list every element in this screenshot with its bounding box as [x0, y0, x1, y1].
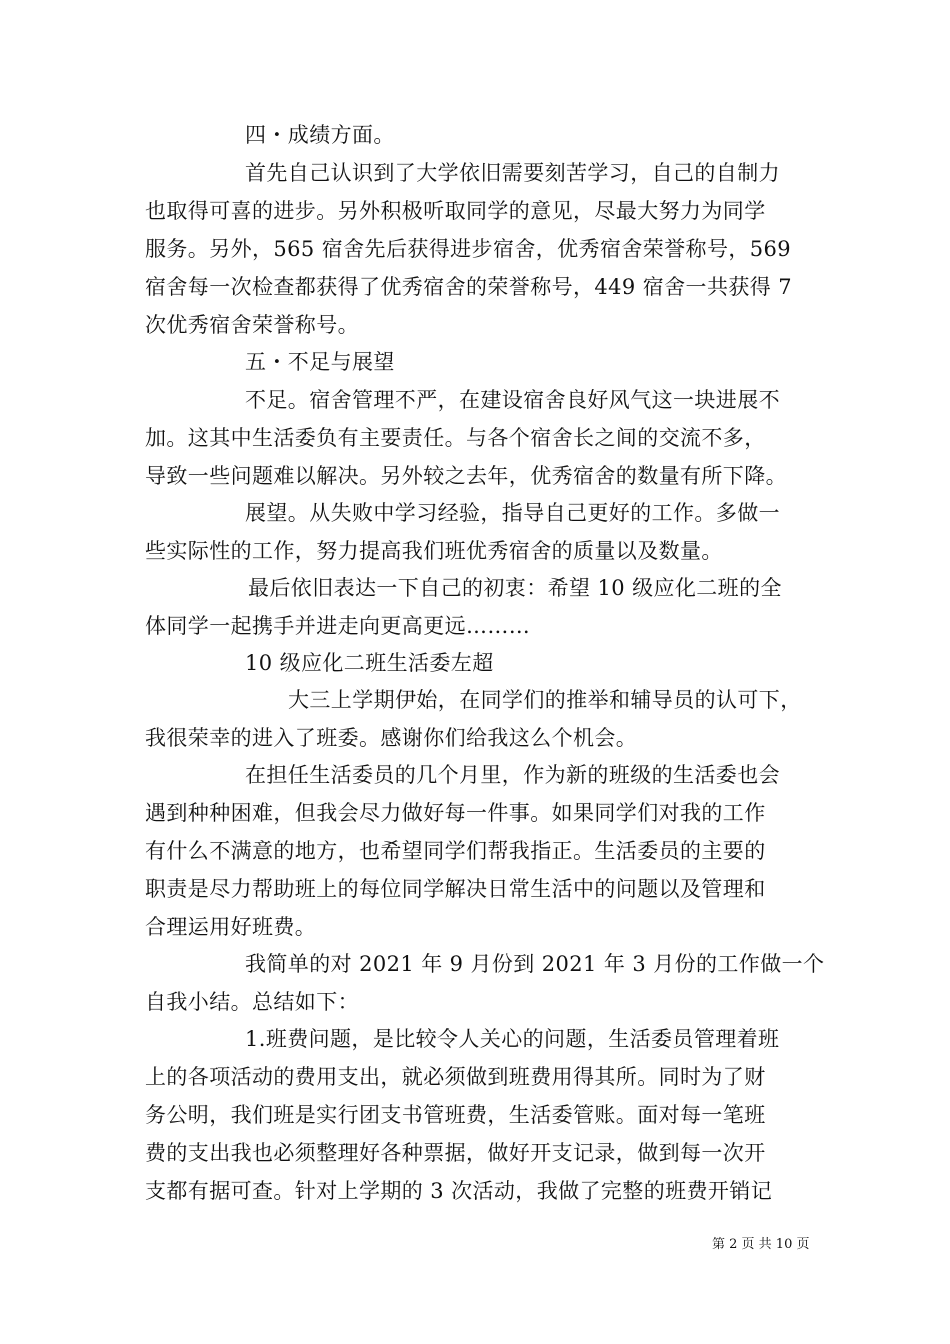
paragraph-line: 自我小结。总结如下： [145, 990, 359, 1014]
paragraph-line: 次优秀宿舍荣誉称号。 [145, 313, 359, 337]
paragraph-line: 合理运用好班费。 [145, 915, 317, 939]
paragraph-line: 导致一些问题难以解决。另外较之去年，优秀宿舍的数量有所下降。 [145, 464, 787, 488]
paragraph-line: 在担任生活委员的几个月里，作为新的班级的生活委也会 [245, 763, 780, 787]
signature-line: 10 级应化二班生活委左超 [245, 651, 494, 675]
paragraph-line: 务公明，我们班是实行团支书管班费，生活委管账。面对每一笔班 [145, 1103, 766, 1127]
section-heading-achievements: 四・成绩方面。 [245, 123, 395, 147]
paragraph-line: 有什么不满意的地方，也希望同学们帮我指正。生活委员的主要的 [145, 839, 766, 863]
paragraph-line: 最后依旧表达一下自己的初衷：希望 10 级应化二班的全 [248, 576, 782, 600]
paragraph-line: 宿舍每一次检查都获得了优秀宿舍的荣誉称号，449 宿舍一共获得 7 [145, 275, 792, 299]
paragraph-line: 大三上学期伊始，在同学们的推举和辅导员的认可下， [288, 688, 802, 712]
paragraph-line: 我简单的对 2021 年 9 月份到 2021 年 3 月份的工作做一个 [245, 952, 825, 976]
paragraph-line: 不足。宿舍管理不严，在建设宿舍良好风气这一块进展不 [245, 388, 780, 412]
section-heading-outlook: 五・不足与展望 [245, 350, 395, 374]
paragraph-line: 展望。从失败中学习经验，指导自己更好的工作。多做一 [245, 501, 780, 525]
paragraph-line: 费的支出我也必须整理好各种票据，做好开支记录，做到每一次开 [145, 1141, 766, 1165]
paragraph-line: 体同学一起携手并进走向更高更远……… [145, 614, 531, 638]
paragraph-line: 也取得可喜的进步。另外积极听取同学的意见，尽最大努力为同学 [145, 199, 766, 223]
paragraph-line: 首先自己认识到了大学依旧需要刻苦学习，自己的自制力 [245, 161, 780, 185]
paragraph-line: 1.班费问题，是比较令人关心的问题，生活委员管理着班 [245, 1027, 780, 1051]
paragraph-line: 支都有据可查。针对上学期的 3 次活动，我做了完整的班费开销记 [145, 1179, 773, 1203]
page-number: 第 2 页 共 10 页 [712, 1237, 810, 1252]
paragraph-line: 服务。另外，565 宿舍先后获得进步宿舍，优秀宿舍荣誉称号，569 [145, 237, 792, 261]
paragraph-line: 上的各项活动的费用支出，就必须做到班费用得其所。同时为了财 [145, 1065, 766, 1089]
paragraph-line: 加。这其中生活委负有主要责任。与各个宿舍长之间的交流不多， [145, 426, 766, 450]
paragraph-line: 些实际性的工作，努力提高我们班优秀宿舍的质量以及数量。 [145, 539, 723, 563]
paragraph-line: 职责是尽力帮助班上的每位同学解决日常生活中的问题以及管理和 [145, 877, 766, 901]
paragraph-line: 我很荣幸的进入了班委。感谢你们给我这么个机会。 [145, 726, 638, 750]
paragraph-line: 遇到种种困难，但我会尽力做好每一件事。如果同学们对我的工作 [145, 801, 766, 825]
